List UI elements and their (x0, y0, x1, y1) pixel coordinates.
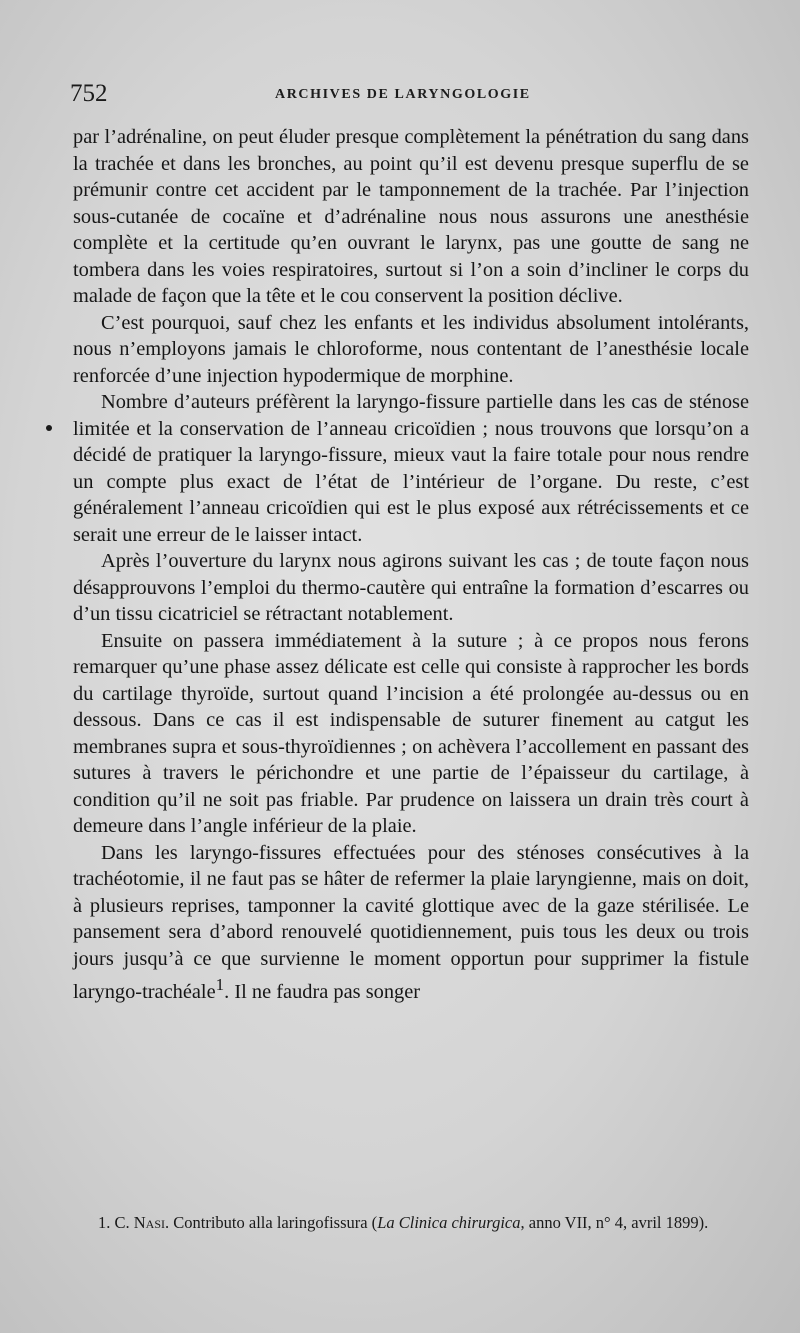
paragraph-6-tail: Il ne faudra pas songer (234, 980, 421, 1003)
paragraph-1: par l’adrénaline, on peut éluder presque complètement la pénétration du sang dans la trachée et dans les bronches, au point qu’il est devenu presque superflu de se prémunir contre cet accident par le tamponnement de la trachée. Par l’injection sous-cutanée de cocaïne et d’adrénaline nous nous assurons une anesthésie complète et la certitude qu’en ouvrant le larynx, pas une goutte de sang ne tombera dans les voies respiratoires, surtout si l’on a soin d’incliner le corps du malade de façon que la tête et le cou conservent la position déclive. (73, 126, 749, 307)
footnote-journal: La Clinica chirurgica (377, 1213, 521, 1232)
footnote-text: Contributo alla laringofissura ( (173, 1213, 378, 1232)
paragraph-5: Ensuite on passera immédiatement à la suture ; à ce propos nous ferons remarquer qu’une phase assez délicate est celle qui consiste à rapprocher les bords du cartilage thyroïde, surtout quand l’incision a été prolongée au-dessus ou en dessous. Dans ce cas il est indispensable de suturer finement au catgut les membranes supra et sous-thyroïdiennes ; on achèvera l’accollement en passant des sutures à travers le périchondre et une partie de l’épaisseur du cartilage, à condition qu’il ne soit pas friable. Par prudence on laissera un drain très court à demeure dans l’angle inférieur de la plaie. (73, 629, 749, 837)
page-header (70, 80, 760, 110)
footnote-number: 1. (98, 1213, 111, 1232)
footnote-details: , anno VII, n° 4, avril 1899). (520, 1213, 709, 1232)
footnote-reference: 1 (215, 975, 225, 994)
running-title: ARCHIVES DE LARYNGOLOGIE (275, 87, 531, 102)
paragraph-6: Dans les laryngo-fissures effectuées pour des sténoses consécutives à la trachéotomie, il ne faut pas se hâter de refermer la plaie laryngienne, mais on doit, à plusieurs reprises, tamponner la cavité glottique avec de la gaze stérilisée. Le pansement sera d’abord renouvelé quotidiennement, puis tous les deux ou trois jours jusqu’à ce que survienne le moment opportun pour supprimer la fistule laryngo-trachéale$^1$. Il ne faudra pas songer (73, 841, 749, 1003)
paragraph-3: Nombre d’auteurs préfèrent la laryngo-fissure partielle dans les cas de sténose limitée et la conservation de l’anneau cricoïdien ; nous trouvons que lorsqu’on a décidé de pratiquer la laryngo-fissure, mieux vaut la faire totale pour nous rendre un compte plus exact de l’état de l’intérieur de l’organe. Du reste, c’est généralement l’anneau cricoïdien qui est le plus exposé aux rétrécissements et ce serait une erreur de le laisser intact. (73, 391, 749, 546)
footnote (73, 1213, 749, 1233)
body-text (73, 124, 749, 1005)
paragraph-6-text: Dans les laryngo-fissures effectuées pour des sténoses consécutives à la trachéotomie, il ne faut pas se hâter de refermer la plaie laryngienne, mais on doit, à plusieurs reprises, tamponner la cavité glottique avec de la gaze stérilisée. Le pansement sera d’abord renouvelé quotidiennement, puis tous les deux ou trois jours jusqu’à ce que survienne le moment opportun pour supprimer la fistule laryngo-trachéale (73, 841, 749, 1003)
paragraph-4: Après l’ouverture du larynx nous agirons suivant les cas ; de toute façon nous désapprouvons l’emploi du thermo-cautère qui entraîne la formation d’escarres ou d’un tissu cicatriciel se rétractant notablement. (73, 550, 749, 625)
margin-mark (46, 425, 52, 431)
page-number: 752 (70, 80, 108, 107)
footnote-author: C. Nasi. (114, 1213, 170, 1232)
paragraph-2: C’est pourquoi, sauf chez les enfants et les individus absolument intolérants, nous n’employons jamais le chloroforme, nous contentant de l’anesthésie locale renforcée d’une injection hypodermique de morphine. (73, 311, 749, 387)
